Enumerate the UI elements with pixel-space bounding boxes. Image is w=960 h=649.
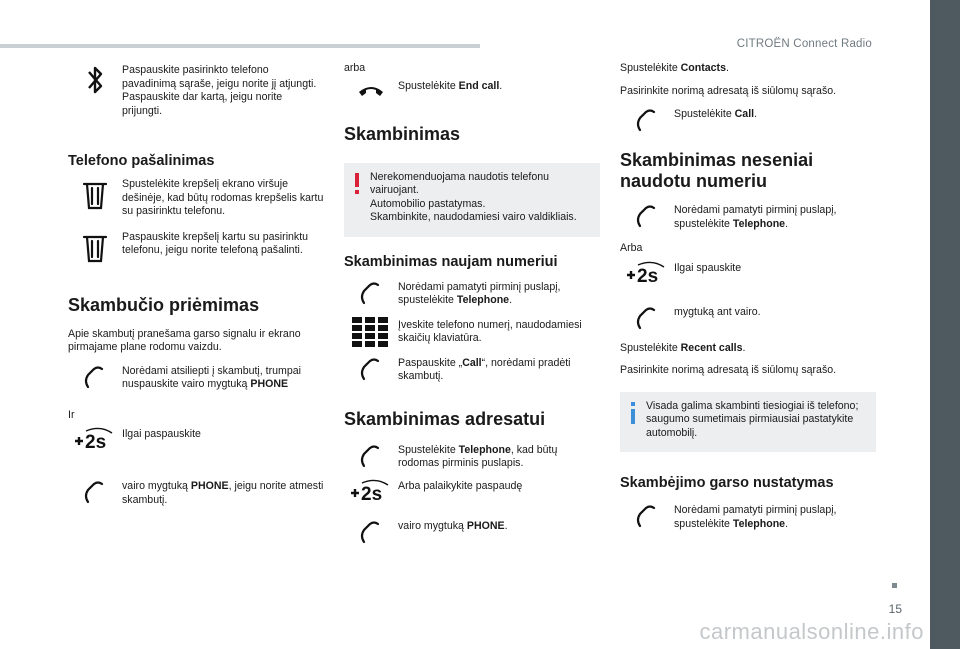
recent-text-3: mygtuką ant vairo. xyxy=(674,305,761,318)
heading-calls: Skambinimas xyxy=(344,123,461,144)
recent-item-2 xyxy=(620,260,876,290)
info-icon xyxy=(630,402,636,424)
phone-pickup-icon xyxy=(358,442,384,472)
trash-text-2: Paspauskite krepšelį kartu su pasirinktu telefonu, jeigu norite telefoną pašalinti. xyxy=(122,230,309,256)
contact-text-1: Spustelėkite Telephone, kad būtų rodomas pirminis puslapis. xyxy=(398,443,558,469)
hang-up-icon xyxy=(356,78,386,102)
phone-pickup-icon xyxy=(634,304,660,334)
bluetooth-icon xyxy=(84,62,106,102)
call-text: Spustelėkite Call. xyxy=(674,108,758,120)
long-press-2s-icon xyxy=(624,260,670,290)
ringtone-text: Norėdami pamatyti pirminį puslapį, spustelėkite Telephone. xyxy=(674,504,837,530)
heading-recent: Skambinimas neseniai naudotu numeriu xyxy=(620,150,814,191)
heading-remove-phone: Telefono pašalinimas xyxy=(68,153,215,169)
select-paragraph-1: Pasirinkite norimą adresatą iš siūlomų sąrašo. xyxy=(620,84,837,97)
contact-item-1 xyxy=(344,442,600,472)
phone-pickup-icon xyxy=(82,363,108,393)
longpress-text: Ilgai paspauskite xyxy=(122,428,201,440)
heading-new-number: Skambinimas naujam numeriui xyxy=(344,253,558,270)
phone-pickup-icon xyxy=(358,518,384,548)
pair-text: Paspauskite pasirinkto telefono pavadinimą sąraše, jeigu norite jį atjungti. Paspauskite dar kartą, jeigu norite prijungti. xyxy=(122,64,317,117)
phone-pickup-icon xyxy=(634,202,660,232)
pair-item xyxy=(68,62,324,118)
answer-text: Norėdami atsiliepti į skambutį, trumpai nuspauskite vairo mygtuką PHONE xyxy=(122,364,301,390)
new-number-text-3: Paspauskite „Call“, norėdami pradėti skambutį. xyxy=(398,356,571,382)
recent-calls-paragraph: Spustelėkite Recent calls. xyxy=(620,341,746,354)
contact-item-3 xyxy=(344,518,600,548)
long-press-2s-icon xyxy=(72,426,118,456)
trash-item-2 xyxy=(68,229,324,265)
reject-text: vairo mygtuką PHONE, jeigu norite atmesti skambutį. xyxy=(122,480,324,506)
recent-text-2: Ilgai spauskite xyxy=(674,261,742,274)
column-1 xyxy=(68,62,324,508)
receive-paragraph: Apie skambutį pranešama garso signalu ir ekrano pirmajame plane rodomu vaizdu. xyxy=(68,327,301,353)
contact-text-2: Arba palaikykite paspaudę xyxy=(398,479,523,492)
keypad-icon xyxy=(352,317,390,347)
phone-pickup-icon xyxy=(634,502,660,532)
recent-item-1 xyxy=(620,202,876,232)
warning-text: Nerekomenduojama naudotis telefonu vairuojant. Automobilio pastatymas. Skambinkite, naudodamiesi vairo valdikliais. xyxy=(370,170,577,223)
recent-text-1: Norėdami pamatyti pirminį puslapį, spustelėkite Telephone. xyxy=(674,204,837,230)
end-call-item xyxy=(344,78,600,102)
phone-pickup-icon xyxy=(358,279,384,309)
new-number-item-3 xyxy=(344,355,600,385)
info-text: Visada galima skambinti tiesiogiai iš telefono; saugumo sumetimais pirmiausiai pastatykite automobilį. xyxy=(646,399,859,439)
heading-ringtone: Skambėjimo garso nustatymas xyxy=(620,475,834,491)
phone-pickup-icon xyxy=(82,478,108,508)
call-item xyxy=(620,106,876,136)
watermark: carmanualsonline.info xyxy=(699,619,924,644)
heading-receive-call: Skambučio priėmimas xyxy=(68,294,260,315)
phone-pickup-icon xyxy=(358,355,384,385)
arba-text-2: Arba xyxy=(620,242,643,254)
recent-item-3 xyxy=(620,304,876,334)
svg-text:2s: 2s xyxy=(637,265,659,287)
heading-call-contact: Skambinimas adresatui xyxy=(344,408,546,429)
header-rule xyxy=(0,44,480,48)
new-number-item-1 xyxy=(344,279,600,309)
contact-text-3: vairo mygtuką PHONE. xyxy=(398,519,508,532)
warning-box xyxy=(344,163,600,237)
trash-icon xyxy=(82,229,108,265)
svg-text:2s: 2s xyxy=(361,483,383,505)
select-paragraph-2: Pasirinkite norimą adresatą iš siūlomų sąrašo. xyxy=(620,364,837,376)
new-number-item-2 xyxy=(344,317,600,347)
arba-text: arba xyxy=(344,62,366,74)
column-3 xyxy=(620,62,876,532)
reject-item xyxy=(68,478,324,508)
trash-text-1: Spustelėkite krepšelį ekrano viršuje dešinėje, kad būtų rodomas krepšelis kartu su pasirinktu telefonu. xyxy=(122,178,324,217)
info-box xyxy=(620,392,876,453)
column-2 xyxy=(344,62,600,548)
contact-item-2 xyxy=(344,478,600,508)
page-number: 15 xyxy=(888,602,902,616)
end-call-text: Spustelėkite End call. xyxy=(398,79,503,92)
new-number-text-1: Norėdami pamatyti pirminį puslapį, spustelėkite Telephone. xyxy=(398,280,561,306)
or-text: Ir xyxy=(68,408,75,421)
trash-item-1 xyxy=(68,176,324,219)
contacts-paragraph: Spustelėkite Contacts. xyxy=(620,62,729,74)
phone-pickup-icon xyxy=(634,106,660,136)
warning-icon xyxy=(354,173,360,195)
longpress-item xyxy=(68,426,324,456)
svg-text:2s: 2s xyxy=(85,432,107,453)
long-press-2s-icon xyxy=(348,478,394,508)
page-marker xyxy=(892,583,897,588)
trash-icon xyxy=(82,176,108,212)
page-side-band xyxy=(930,0,960,649)
ringtone-item xyxy=(620,502,876,532)
brand-label: CITROËN Connect Radio xyxy=(736,38,872,50)
answer-item xyxy=(68,363,324,393)
new-number-text-2: Įveskite telefono numerį, naudodamiesi skaičių klaviatūra. xyxy=(398,318,582,344)
